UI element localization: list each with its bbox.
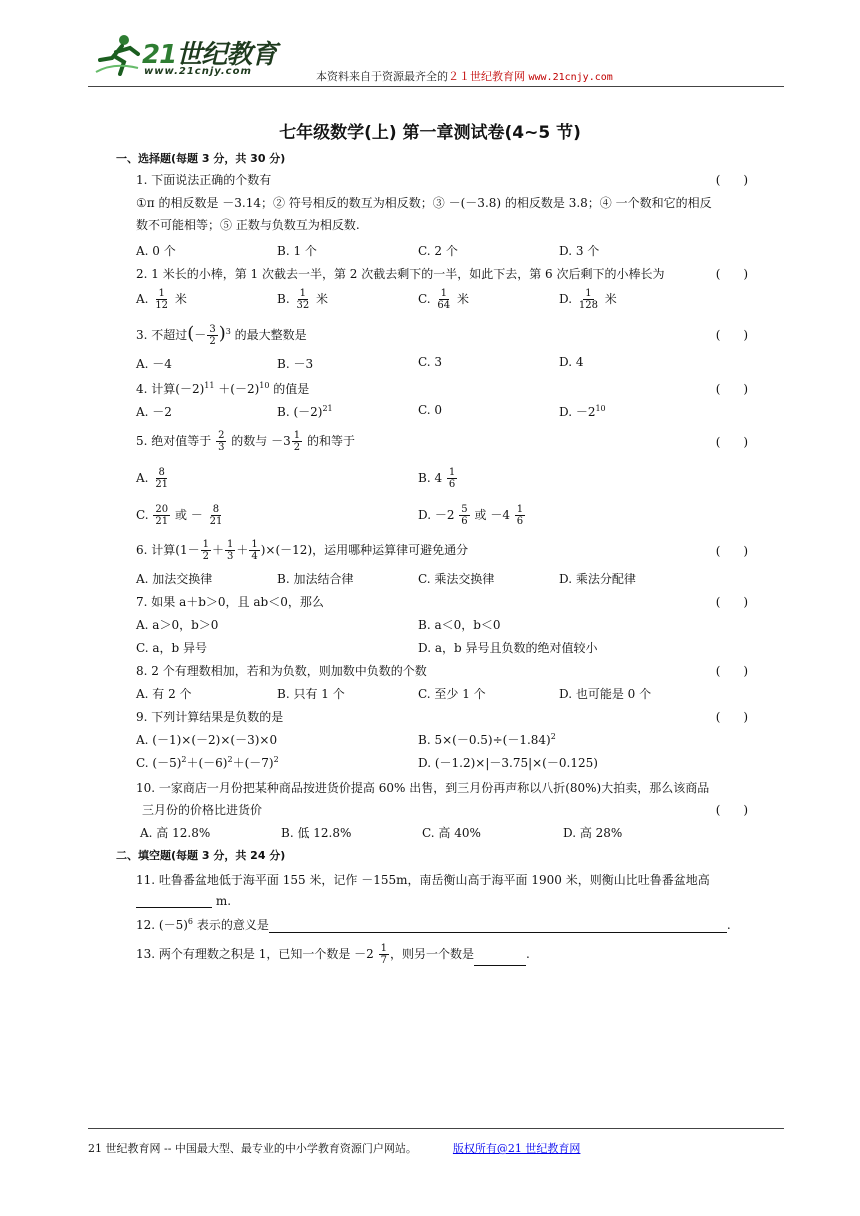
q12-answer-blank[interactable] [269, 932, 727, 933]
q2-option-c: C. $\frac{1}{64}$ 米 [418, 288, 469, 311]
exam-content [118, 150, 748, 966]
source-line: 本资料来自于资源最齐全的２１世纪教育网 www.21cnjy.com [316, 70, 613, 83]
q3-stem: 3. 不超过(－ $\frac{3}{2}$ )$^3$ 的最大整数是 [136, 323, 307, 347]
question-7 [118, 593, 748, 656]
q10-stem-line2: 三月份的价格比进货价 [142, 803, 263, 817]
q1-option-c: C. 2 个 [418, 244, 458, 258]
answer-paren: ( ) [715, 663, 748, 678]
question-6 [118, 539, 748, 587]
footer-text: 21 世纪教育网 -- 中国最大型、最专业的中小学教育资源门户网站。 [88, 1142, 417, 1155]
q8-option-d: D. 也可能是 0 个 [559, 687, 652, 701]
answer-paren: ( ) [715, 328, 748, 342]
q11-answer-blank[interactable] [136, 907, 212, 908]
question-9 [118, 708, 748, 771]
q6-option-d: D. 乘法分配律 [559, 572, 636, 586]
q6-option-c: C. 乘法交换律 [418, 572, 495, 586]
q8-option-b: B. 只有 1 个 [277, 687, 345, 701]
q3-option-b: B. －3 [277, 357, 314, 371]
q10-option-d: D. 高 28% [563, 826, 623, 840]
q12-stem: 12. $(-5)^6$ 表示的意义是 [136, 917, 269, 932]
answer-paren: ( ) [715, 266, 748, 281]
q9-option-b: B. $5\times(-0.5)\div(-1.84)^2$ [418, 732, 556, 747]
q9-option-d: D. (－1.2)×|－3.75|×(－0.125) [418, 756, 598, 770]
q7-option-b: B. a＜0，b＜0 [418, 618, 501, 632]
q13-stem: 13. 两个有理数之积是 1，已知一个数是 －2 $\frac{1}{7}$ ，则另一个数是 [136, 943, 475, 966]
q4-option-c: C. 0 [418, 403, 443, 417]
q3-option-a: A. －4 [136, 357, 172, 371]
q9-stem: 9. 下列计算结果是负数的是 [136, 710, 284, 724]
q4-option-b: B. $(-2)^{21}$ [277, 404, 333, 419]
question-1 [118, 171, 748, 259]
runner-logo-icon [94, 32, 144, 76]
section-choice-heading: 一、选择题(每题 3 分，共 30 分) [116, 152, 286, 165]
answer-paren: ( ) [715, 543, 748, 558]
q12-end: . [726, 918, 731, 932]
answer-paren: ( ) [715, 434, 748, 449]
question-12 [118, 916, 748, 933]
source-brand-link[interactable]: ２１世纪教育网 [448, 70, 525, 83]
answer-paren: ( ) [715, 709, 748, 724]
logo-url: www.21cnjy.com [144, 66, 252, 77]
q7-option-c: C. a，b 异号 [136, 641, 208, 655]
q10-option-b: B. 低 12.8% [281, 826, 352, 840]
source-url-link[interactable]: www.21cnjy.com [528, 72, 613, 83]
q2-option-b: B. $\frac{1}{32}$ 米 [277, 288, 329, 311]
site-logo[interactable] [88, 28, 288, 86]
page-footer [88, 1140, 580, 1156]
q6-option-a: A. 加法交换律 [136, 572, 213, 586]
q13-answer-blank[interactable] [474, 965, 526, 966]
q5-stem: 5. 绝对值等于 $\frac{2}{3}$ 的数与 －3 $\frac{1}{2}$ 的和等于 [136, 430, 355, 453]
q10-option-c: C. 高 40% [422, 826, 481, 840]
q2-option-a: A. $\frac{1}{12}$ 米 [136, 288, 187, 311]
q4-option-a: A. －2 [136, 405, 172, 419]
q4-option-d: D. $-2^{10}$ [559, 404, 606, 419]
q8-stem: 8. 2 个有理数相加，若和为负数，则加数中负数的个数 [136, 664, 427, 678]
q5-option-c: C. $\frac{20}{21}$ 或 － $\frac{8}{21}$ [136, 504, 223, 527]
answer-paren: ( ) [715, 594, 748, 609]
q4-stem: 4. 计算$(-2)^{11} +(-2)^{10}$ 的值是 [136, 381, 310, 396]
q11-stem: 11. 吐鲁番盆地低于海平面 155 米，记作 －155m，南岳衡山高于海平面 1900 米，则衡山比吐鲁番盆地高 [136, 873, 710, 887]
q10-option-a: A. 高 12.8% [140, 826, 211, 840]
q11-unit: m. [215, 894, 232, 908]
q1-option-a: A. 0 个 [136, 244, 176, 258]
q1-stem: 1. 下面说法正确的个数有 [136, 173, 272, 187]
question-5 [118, 430, 748, 527]
q3-option-d: D. 4 [559, 355, 584, 369]
question-13 [118, 943, 748, 966]
section-fill-heading: 二、填空题(每题 3 分，共 24 分) [116, 849, 286, 862]
answer-paren: ( ) [715, 172, 748, 187]
q1-option-b: B. 1 个 [277, 244, 317, 258]
q9-option-a: A. (－1)×(－2)×(－3)×0 [136, 733, 278, 747]
q1-statement-2: 数不可能相等；⑤ 正数与负数互为相反数. [136, 218, 360, 232]
logo-wordmark: 21世纪教育 [142, 40, 277, 70]
q1-statement-1: ①π 的相反数是 －3.14；② 符号相反的数互为相反数；③ －(－3.8) 的相反数是 3.8；④ 一个数和它的相反 [136, 196, 712, 210]
q5-option-d: D. －2 $\frac{5}{6}$ 或 －4 $\frac{1}{6}$ [418, 504, 524, 527]
footer-divider [88, 1128, 784, 1129]
question-2 [118, 265, 748, 311]
question-10 [118, 779, 748, 841]
answer-paren: ( ) [715, 381, 748, 396]
q5-option-b: B. 4 $\frac{1}{6}$ [418, 467, 456, 490]
question-3 [118, 323, 748, 372]
q1-option-d: D. 3 个 [559, 244, 600, 258]
q2-stem: 2. 1 米长的小棒，第 1 次截去一半，第 2 次截去剩下的一半，如此下去，第 6 次后剩下的小棒长为 [136, 267, 665, 281]
q8-option-a: A. 有 2 个 [136, 687, 192, 701]
q13-end: . [526, 947, 530, 961]
question-4 [118, 380, 748, 420]
page-header [88, 28, 784, 86]
q3-option-c: C. 3 [418, 355, 443, 369]
q8-option-c: C. 至少 1 个 [418, 687, 486, 701]
q2-option-d: D. $\frac{1}{128}$ 米 [559, 288, 617, 311]
q6-option-b: B. 加法结合律 [277, 572, 354, 586]
header-divider [88, 86, 784, 87]
page-title: 七年级数学(上) 第一章测试卷(4~5 节) [279, 123, 581, 143]
question-11 [118, 871, 748, 908]
q5-option-a: A. $\frac{8}{21}$ [136, 467, 169, 490]
q7-stem: 7. 如果 a＋b＞0，且 ab＜0，那么 [136, 595, 324, 609]
q7-option-a: A. a＞0，b＞0 [136, 618, 219, 632]
answer-paren: ( ) [715, 802, 748, 817]
q9-option-c: C. $(-5)^2+(-6)^2+(-7)^2$ [136, 755, 279, 770]
q10-stem-line1: 10. 一家商店一月份把某种商品按进货价提高 60% 出售，到三月份再声称以八折(80%)大拍卖，那么该商品 [136, 781, 710, 795]
q6-stem: 6. 计算(1－ $\frac{1}{2}$ ＋ $\frac{1}{3}$ ＋ $\frac{1}{4}$ )×(－12)，运用哪种运算律可避免通分 [136, 539, 469, 562]
question-8 [118, 662, 748, 702]
copyright-link[interactable]: 版权所有@21 世纪教育网 [452, 1142, 581, 1155]
q7-option-d: D. a，b 异号且负数的绝对值较小 [418, 641, 598, 655]
